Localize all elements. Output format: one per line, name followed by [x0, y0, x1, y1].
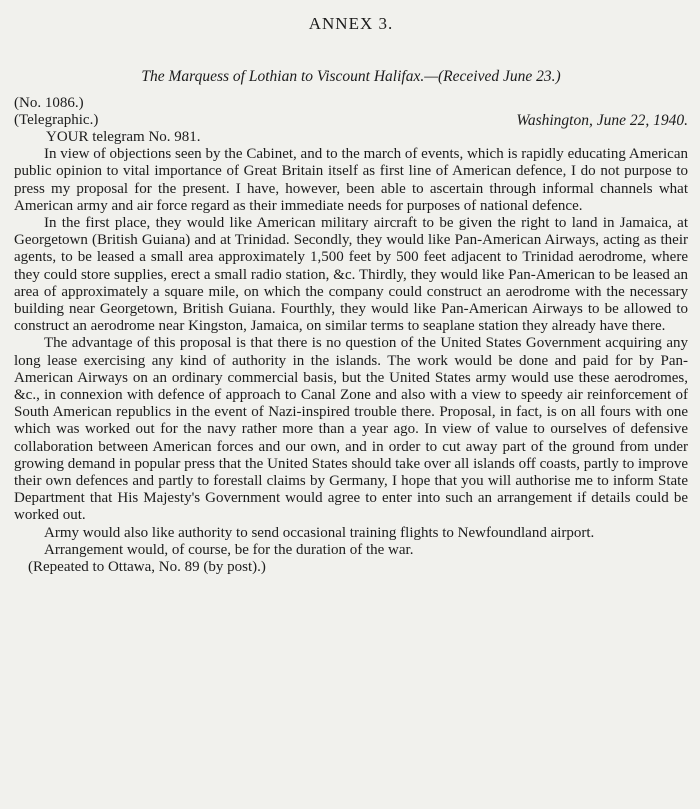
telegram-body	[14, 129, 688, 576]
salutation: YOUR telegram No. 981.	[46, 129, 201, 145]
annex-title: ANNEX 3.	[308, 14, 394, 33]
paragraph-duration: Arrangement would, of course, be for the duration of the war.	[44, 541, 414, 558]
reference-number: (No. 1086.)	[14, 95, 84, 111]
paragraph-advantage: The advantage of this proposal is that there is no question of the United States Government acquiring any long lease exercising any kind of authority in the islands. The work would be done and paid for by Pan-American Airways on an ordinary commercial basis, but the United States army would use these aerodromes, &c., in connexion with defence of approach to Canal Zone and also with a view to speedy air reinforcement of South American republics in the event of Nazi-inspired trouble there. Proposal, in fact, is on all fours with one which was worked out for the navy rather more than a year ago. In view of value to ourselves of defensive collaboration between American forces and our own, and in order to cut away part of the ground from under growing demand in popular press that the United States should take over all islands off coasts, partly to improve their own defences and partly to forestall claims by Germany, I hope that you will authorise me to inform State Department that His Majesty's Government would agree to enter into such an arrangement if details could be worked out.	[14, 335, 688, 524]
dateline: Washington, June 22, 1940.	[516, 112, 688, 129]
paragraph-requirements: In the first place, they would like American military aircraft to be given the right to land in Jamaica, at Georgetown (British Guiana) and at Trinidad. Secondly, they would like Pan-American Airways, acting as their agents, to be leased a small area approximately 1,500 feet by 500 feet adjacent to Trinidad aerodrome, where they could store supplies, erect a small radio station, &c. Thirdly, they would like Pan-American to be leased an area of approximately a square mile, on which the company could construct an aerodrome with the necessary building near Georgetown, British Guiana. Fourthly, they would like Pan-American Airways to be allowed to construct an aerodrome near Kingston, Jamaica, on similar terms to seaplane station they already have there.	[14, 215, 688, 335]
reference-row	[14, 95, 688, 112]
paragraph-objections: In view of objections seen by the Cabinet, and to the march of events, which is rapidly educating American public opinion to vital importance of Great Britain itself as first line of American defence, I do not purpose to press my proposal for the present. I have, however, been able to ascertain through informal channels what American army and air force regard as their immediate needs for purposes of national defence.	[14, 146, 688, 214]
telegram-heading: The Marquess of Lothian to Viscount Halifax.—(Received June 23.)	[141, 68, 561, 85]
paragraph-training-flights: Army would also like authority to send occasional training flights to Newfoundland airport.	[44, 524, 595, 541]
telegraphic-row	[14, 112, 688, 129]
repeated-note: (Repeated to Ottawa, No. 89 (by post).)	[28, 559, 266, 576]
telegraphic-label: (Telegraphic.)	[14, 112, 99, 128]
